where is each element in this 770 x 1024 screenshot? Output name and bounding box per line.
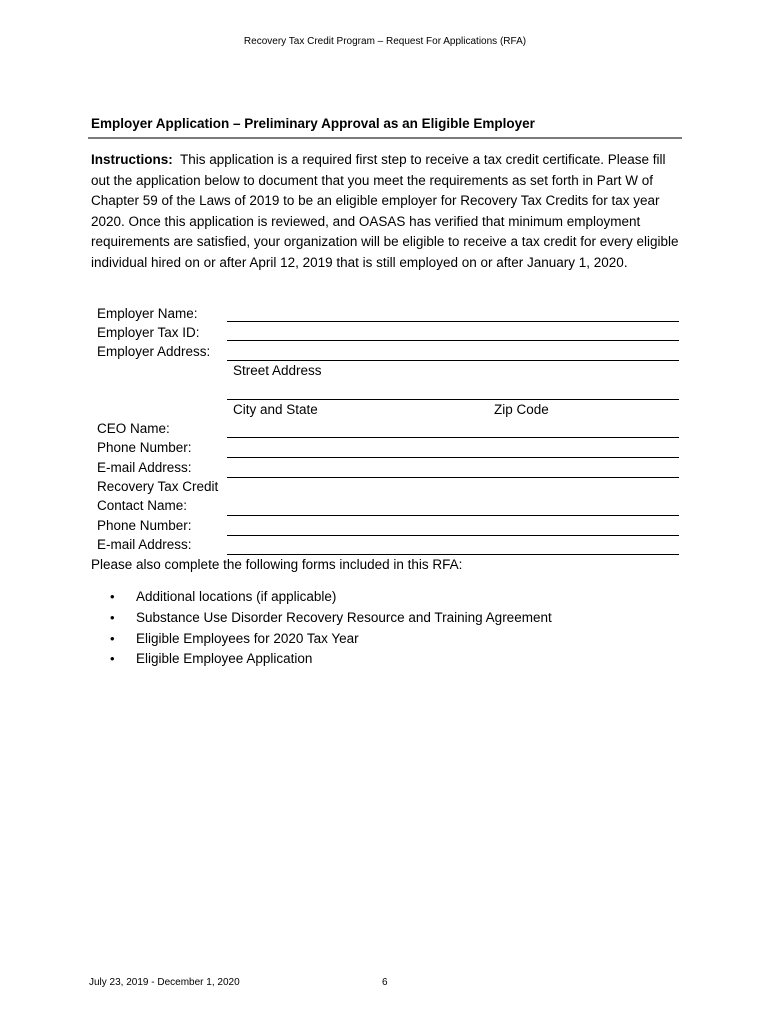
phone-number-field[interactable] (227, 457, 679, 458)
city-state-label: City and State (233, 402, 318, 417)
email-address-label: E-mail Address: (97, 460, 192, 475)
employer-name-field[interactable] (227, 321, 679, 322)
contact-phone-label: Phone Number: (97, 518, 192, 533)
footer-date: July 23, 2019 - December 1, 2020 (89, 977, 240, 988)
street-address-field[interactable] (227, 399, 679, 400)
also-complete-text: Please also complete the following forms included in this RFA: (91, 557, 463, 572)
contact-label-line1: Recovery Tax Credit (97, 479, 219, 494)
list-item: • Eligible Employee Application (110, 649, 552, 670)
list-item: • Eligible Employees for 2020 Tax Year (110, 629, 552, 650)
employer-address-label: Employer Address: (97, 344, 211, 359)
bullet-icon: • (110, 609, 115, 625)
bullet-icon: • (110, 630, 115, 646)
employer-tax-id-label: Employer Tax ID: (97, 325, 200, 340)
street-address-label: Street Address (233, 363, 322, 378)
forms-list (110, 587, 552, 670)
contact-name-field[interactable] (227, 515, 679, 516)
section-title: Employer Application – Preliminary Approval as an Eligible Employer (91, 116, 535, 131)
bullet-icon: • (110, 651, 115, 667)
title-divider (88, 137, 682, 139)
contact-name-label: Contact Name: (97, 498, 188, 513)
ceo-name-field[interactable] (227, 437, 679, 438)
email-address-field[interactable] (227, 477, 679, 478)
page-header: Recovery Tax Credit Program – Request For Applications (RFA) (243, 36, 527, 47)
ceo-name-label: CEO Name: (97, 421, 170, 436)
contact-email-label: E-mail Address: (97, 537, 192, 552)
instructions-label: Instructions: (91, 152, 173, 167)
employer-tax-id-field[interactable] (227, 340, 679, 341)
contact-phone-field[interactable] (227, 535, 679, 536)
instructions-paragraph (91, 150, 686, 273)
contact-email-field[interactable] (227, 554, 679, 555)
page-number: 6 (382, 977, 388, 988)
list-item: • Substance Use Disorder Recovery Resource and Training Agreement (110, 608, 552, 629)
zip-code-label: Zip Code (494, 402, 549, 417)
employer-address-field[interactable] (227, 360, 679, 361)
bullet-icon: • (110, 589, 115, 604)
instructions-text: This application is a required first step to receive a tax credit certificate. Please fill out the application below to document that you meet the requirements as set forth in Part W of Chapter 59 of the Laws of 2019 to be an eligible employer for Recovery Tax Credits for tax year 2020. Once this application is reviewed, and OASAS has verified that minimum employment requirements are satisfied, your organization will be eligible to receive a tax credit for every eligible individual hired on or after April 12, 2019 that is still employed on or after January 1, 2020. (91, 152, 679, 270)
employer-name-label: Employer Name: (97, 306, 198, 321)
list-item: • Additional locations (if applicable) (110, 587, 552, 608)
phone-number-label: Phone Number: (97, 440, 192, 455)
